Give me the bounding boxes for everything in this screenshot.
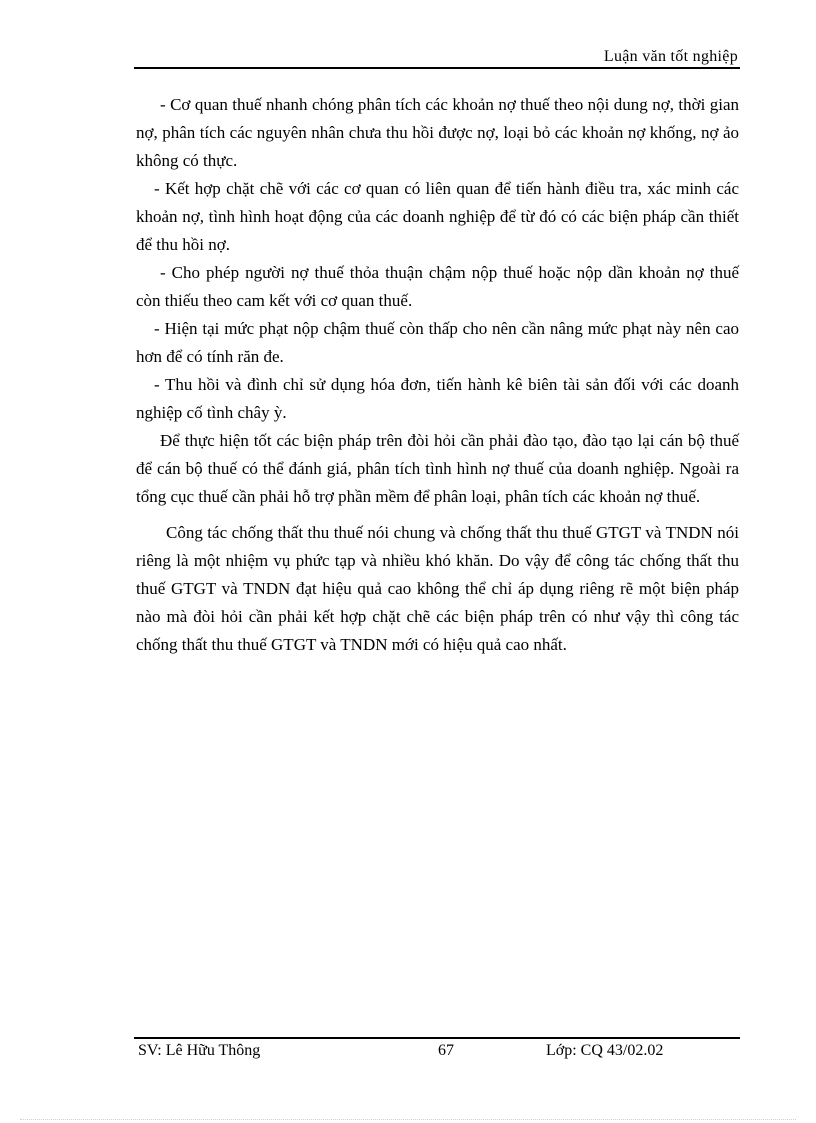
paragraph-revoke-invoices: - Thu hồi và đình chỉ sử dụng hóa đơn, tiến hành kê biên tài sản đối với các doanh nghiệp cố tình chây ỳ. <box>136 375 739 422</box>
paragraph-cross-check-debts: - Cơ quan thuế nhanh chóng phân tích các khoản nợ thuế theo nội dung nợ, thời gian nợ, phân tích các nguyên nhân chưa thu hồi được nợ, loại bỏ các khoản nợ khống, nợ ảo không có thực. <box>136 95 739 170</box>
page-bottom-border <box>20 1119 796 1120</box>
footer-class-label: Lớp: CQ 43/02.02 <box>546 1042 664 1059</box>
header-divider <box>134 67 740 69</box>
paragraph-late-payment-penalty: - Hiện tại mức phạt nộp chậm thuế còn thấp cho nên cần nâng mức phạt này nên cao hơn để có tính răn đe. <box>136 319 739 366</box>
header-title: Luận văn tốt nghiệp <box>603 48 738 65</box>
paragraph-coordinate-agencies: - Kết hợp chặt chẽ với các cơ quan có liên quan để tiến hành điều tra, xác minh các khoản nợ, tình hình hoạt động của các doanh nghiệp để từ đó có các biện pháp cần thiết để thu hồi nợ. <box>136 179 739 254</box>
footer-divider <box>134 1037 740 1039</box>
paragraph-staff-training: Để thực hiện tốt các biện pháp trên đòi hỏi cần phải đào tạo, đào tạo lại cán bộ thuế để cán bộ thuế có thể đánh giá, phân tích tình hình nợ thuế của doanh nghiệp. Ngoài ra tổng cục thuế cần phải hỗ trợ phần mềm để phân loại, phân tích các khoản nợ thuế. <box>136 431 739 506</box>
page-footer <box>138 1042 738 1064</box>
paragraph-conclusion: Công tác chống thất thu thuế nói chung và chống thất thu thuế GTGT và TNDN nói riêng là một nhiệm vụ phức tạp và nhiều khó khăn. Do vậy để công tác chống thất thu thuế GTGT và TNDN đạt hiệu quả cao không thể chỉ áp dụng riêng rẽ một biện pháp nào mà đòi hỏi cần phải kết hợp chặt chẽ các biện pháp trên có như vậy thì công tác chống thất thu thuế GTGT và TNDN mới có hiệu quả cao nhất. <box>136 523 739 654</box>
footer-page-number: 67 <box>438 1042 454 1059</box>
paragraph-installment-agreement: - Cho phép người nợ thuế thỏa thuận chậm nộp thuế hoặc nộp dần khoản nợ thuế còn thiếu theo cam kết với cơ quan thuế. <box>136 263 739 310</box>
document-body <box>136 91 739 659</box>
footer-student-name: SV: Lê Hữu Thông <box>138 1042 261 1059</box>
